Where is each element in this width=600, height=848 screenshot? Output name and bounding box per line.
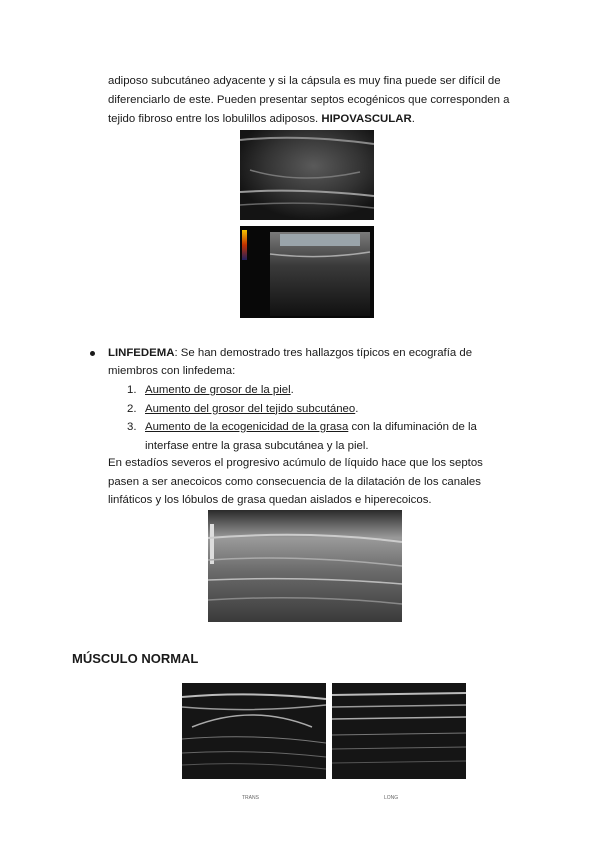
linfedema-bullet — [90, 351, 95, 356]
linfedema-after-paragraph — [108, 454, 483, 510]
list-item: 1. Aumento de grosor de la piel. — [127, 384, 294, 396]
ultrasound-image-lipoma — [240, 130, 374, 220]
linfedema-label: LINFEDEMA — [108, 347, 175, 359]
after-line-3: linfáticos y los lóbulos de grasa quedan aislados e hiperecoicos. — [108, 494, 432, 506]
linfedema-line-1: LINFEDEMA: Se han demostrado tres hallazgos típicos en ecografía de — [108, 347, 473, 359]
ultrasound-image-muscle-trans — [182, 683, 326, 779]
list-item: 3. Aumento de la ecogenicidad de la grasa con la difuminación de la interfase entre la grasa subcutánea y la piel. — [127, 421, 477, 452]
caption-long: LONG — [384, 795, 399, 801]
intro-line-1: adiposo subcutáneo adyacente y si la cápsula es muy fina puede ser difícil de — [108, 75, 501, 87]
caption-trans: TRANS — [242, 795, 259, 801]
linfedema-line-2: miembros con linfedema: — [108, 365, 236, 377]
hipovascular-label: HIPOVASCULAR — [321, 113, 412, 125]
linfedema-paragraph — [108, 344, 472, 380]
ultrasound-image-linfedema — [208, 510, 402, 622]
intro-line-3: tejido fibroso entre los lobulillos adiposos. HIPOVASCULAR. — [108, 113, 415, 125]
after-line-2: pasen a ser anecoicos como consecuencia de la dilatación de los canales — [108, 475, 481, 488]
linfedema-list — [127, 381, 477, 455]
ultrasound-image-muscle-long — [332, 683, 466, 779]
section-heading-musculo: MÚSCULO NORMAL — [72, 651, 199, 666]
intro-line-2: diferenciarlo de este. Pueden presentar septos ecogénicos que corresponden a — [108, 94, 510, 106]
after-line-1: En estadíos severos el progresivo acúmulo de líquido hace que los septos — [108, 457, 483, 469]
intro-paragraph — [108, 72, 509, 129]
list-item: 2. Aumento del grosor del tejido subcutáneo. — [127, 402, 359, 415]
ultrasound-image-doppler — [240, 226, 374, 318]
